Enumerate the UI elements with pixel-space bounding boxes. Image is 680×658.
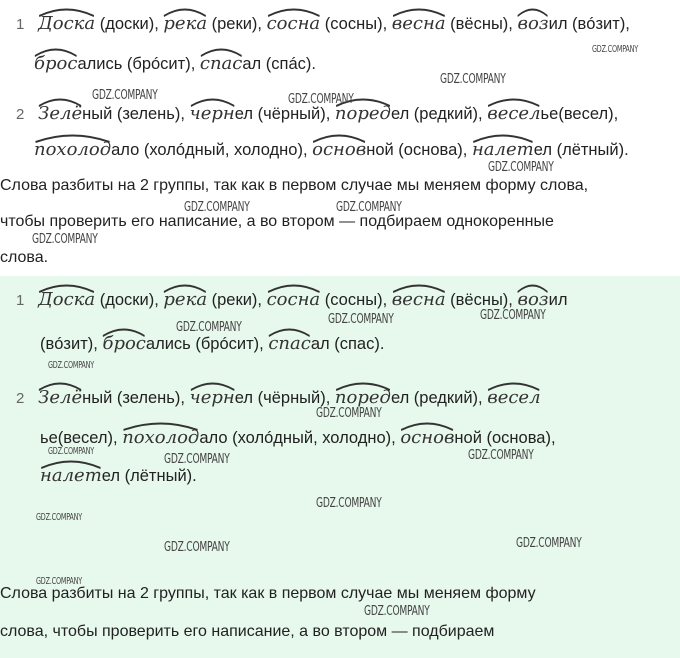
watermark-text: GDZ.COMPANY bbox=[488, 160, 554, 175]
explanation-line: Слова разбиты на 2 группы, так как в первом случае мы меняем форму слова, bbox=[0, 177, 589, 194]
text-run: ало (холóдный, холодно), bbox=[199, 429, 401, 447]
morpheme-word: воз bbox=[517, 14, 548, 34]
watermark-text: GDZ.COMPANY bbox=[364, 604, 430, 619]
morpheme-word: весна bbox=[392, 290, 446, 310]
morpheme-word: сосна bbox=[267, 14, 321, 34]
morpheme-word: брос bbox=[102, 334, 145, 354]
item-line bbox=[34, 140, 629, 160]
morpheme-word: воз bbox=[517, 290, 548, 310]
morpheme-word: весел bbox=[487, 104, 540, 124]
morpheme-word: налет bbox=[40, 466, 102, 486]
morpheme-word: сосна bbox=[267, 290, 321, 310]
item-line bbox=[34, 54, 316, 74]
item-number: 1 bbox=[16, 292, 25, 309]
text-run: ел (чёрный), bbox=[234, 105, 335, 123]
item-number: 2 bbox=[16, 106, 25, 123]
morpheme-word: поред bbox=[335, 104, 391, 124]
morpheme-word: брос bbox=[34, 54, 77, 74]
watermark-text: GDZ.COMPANY bbox=[592, 44, 639, 55]
text-run: ел (редкий), bbox=[390, 389, 488, 407]
watermark-text: GDZ.COMPANY bbox=[288, 92, 354, 107]
text-run: (вóзит), bbox=[40, 335, 103, 353]
text-run: ались (брóсит), bbox=[77, 55, 200, 73]
text-run: (вёсны), bbox=[445, 291, 518, 309]
watermark-text: GDZ.COMPANY bbox=[516, 536, 582, 551]
watermark-text: GDZ.COMPANY bbox=[32, 232, 98, 247]
item-line bbox=[40, 428, 556, 448]
text-run: ал (спас). bbox=[310, 335, 385, 353]
morpheme-word: похолод bbox=[122, 428, 199, 448]
morpheme-word: спас bbox=[200, 54, 243, 74]
text-run: (доски), bbox=[95, 15, 164, 33]
explanation-line: чтобы проверить его написание, а во втором — подбираем однокоренные bbox=[0, 213, 554, 230]
watermark-text: GDZ.COMPANY bbox=[36, 512, 83, 523]
text-run: (доски), bbox=[95, 291, 164, 309]
item-line bbox=[40, 466, 197, 486]
watermark-text: GDZ.COMPANY bbox=[336, 200, 402, 215]
text-run: (реки), bbox=[207, 15, 267, 33]
watermark-text: GDZ.COMPANY bbox=[480, 308, 546, 323]
text-run: ал (спáс). bbox=[242, 55, 316, 73]
watermark-text: GDZ.COMPANY bbox=[92, 88, 158, 103]
explanation-line: слова. bbox=[0, 249, 49, 266]
morpheme-word: черн bbox=[190, 104, 235, 124]
text-run: (реки), bbox=[207, 291, 267, 309]
explanation-line: Слова разбиты на 2 группы, так как в первом случае мы меняем форму bbox=[0, 585, 536, 602]
morpheme-word: река bbox=[163, 290, 207, 310]
morpheme-word: поред bbox=[335, 388, 391, 408]
text-run: ил (вóзит), bbox=[548, 15, 630, 33]
watermark-text: GDZ.COMPANY bbox=[316, 406, 382, 421]
text-run: ел (чёрный), bbox=[234, 389, 335, 407]
watermark-text: GDZ.COMPANY bbox=[468, 448, 534, 463]
morpheme-word: налет bbox=[472, 140, 534, 160]
text-run: (сосны), bbox=[320, 15, 392, 33]
text-run: ной (основа), bbox=[366, 141, 472, 159]
morpheme-word: весна bbox=[392, 14, 446, 34]
watermark-text: GDZ.COMPANY bbox=[48, 446, 95, 457]
watermark-text: GDZ.COMPANY bbox=[328, 312, 394, 327]
morpheme-word: весел bbox=[487, 388, 540, 408]
morpheme-word: черн bbox=[190, 388, 235, 408]
morpheme-word: река bbox=[163, 14, 207, 34]
text-run: ались (брóсит), bbox=[145, 335, 269, 353]
morpheme-word: основ bbox=[400, 428, 454, 448]
text-run: ный (зелень), bbox=[82, 389, 190, 407]
text-run: ил bbox=[548, 291, 568, 309]
text-run: ный (зелень), bbox=[82, 105, 190, 123]
item-number: 2 bbox=[16, 390, 25, 407]
item-line bbox=[40, 334, 384, 354]
watermark-text: GDZ.COMPANY bbox=[440, 72, 506, 87]
text-run: ье(весел), bbox=[40, 429, 123, 447]
morpheme-word: Доска bbox=[38, 290, 95, 310]
text-run: (вёсны), bbox=[445, 15, 518, 33]
morpheme-word: похолод bbox=[34, 140, 111, 160]
text-run: ной (основа), bbox=[454, 429, 556, 447]
watermark-text: GDZ.COMPANY bbox=[36, 576, 83, 587]
morpheme-word: Зелё bbox=[38, 388, 82, 408]
text-run: ел (лётный). bbox=[533, 141, 629, 159]
text-run: ало (холóдный, холодно), bbox=[111, 141, 313, 159]
item-line bbox=[16, 14, 630, 35]
item-line bbox=[16, 104, 618, 125]
item-number: 1 bbox=[16, 16, 25, 33]
morpheme-word: Доска bbox=[38, 14, 95, 34]
watermark-text: GDZ.COMPANY bbox=[184, 200, 250, 215]
watermark-text: GDZ.COMPANY bbox=[48, 360, 95, 371]
watermark-text: GDZ.COMPANY bbox=[164, 540, 230, 555]
explanation-line: слова, чтобы проверить его написание, а во втором — подбираем bbox=[0, 623, 495, 640]
text-run: ел (лётный). bbox=[101, 467, 197, 485]
text-run: (сосны), bbox=[320, 291, 392, 309]
morpheme-word: спас bbox=[268, 334, 311, 354]
text-run: ье(весел), bbox=[540, 105, 619, 123]
watermark-text: GDZ.COMPANY bbox=[164, 452, 230, 467]
watermark-text: GDZ.COMPANY bbox=[176, 320, 242, 335]
morpheme-word: основ bbox=[312, 140, 366, 160]
watermark-text: GDZ.COMPANY bbox=[316, 496, 382, 511]
text-run: ел (редкий), bbox=[390, 105, 488, 123]
item-line bbox=[16, 388, 541, 409]
morpheme-word: Зелё bbox=[38, 104, 82, 124]
